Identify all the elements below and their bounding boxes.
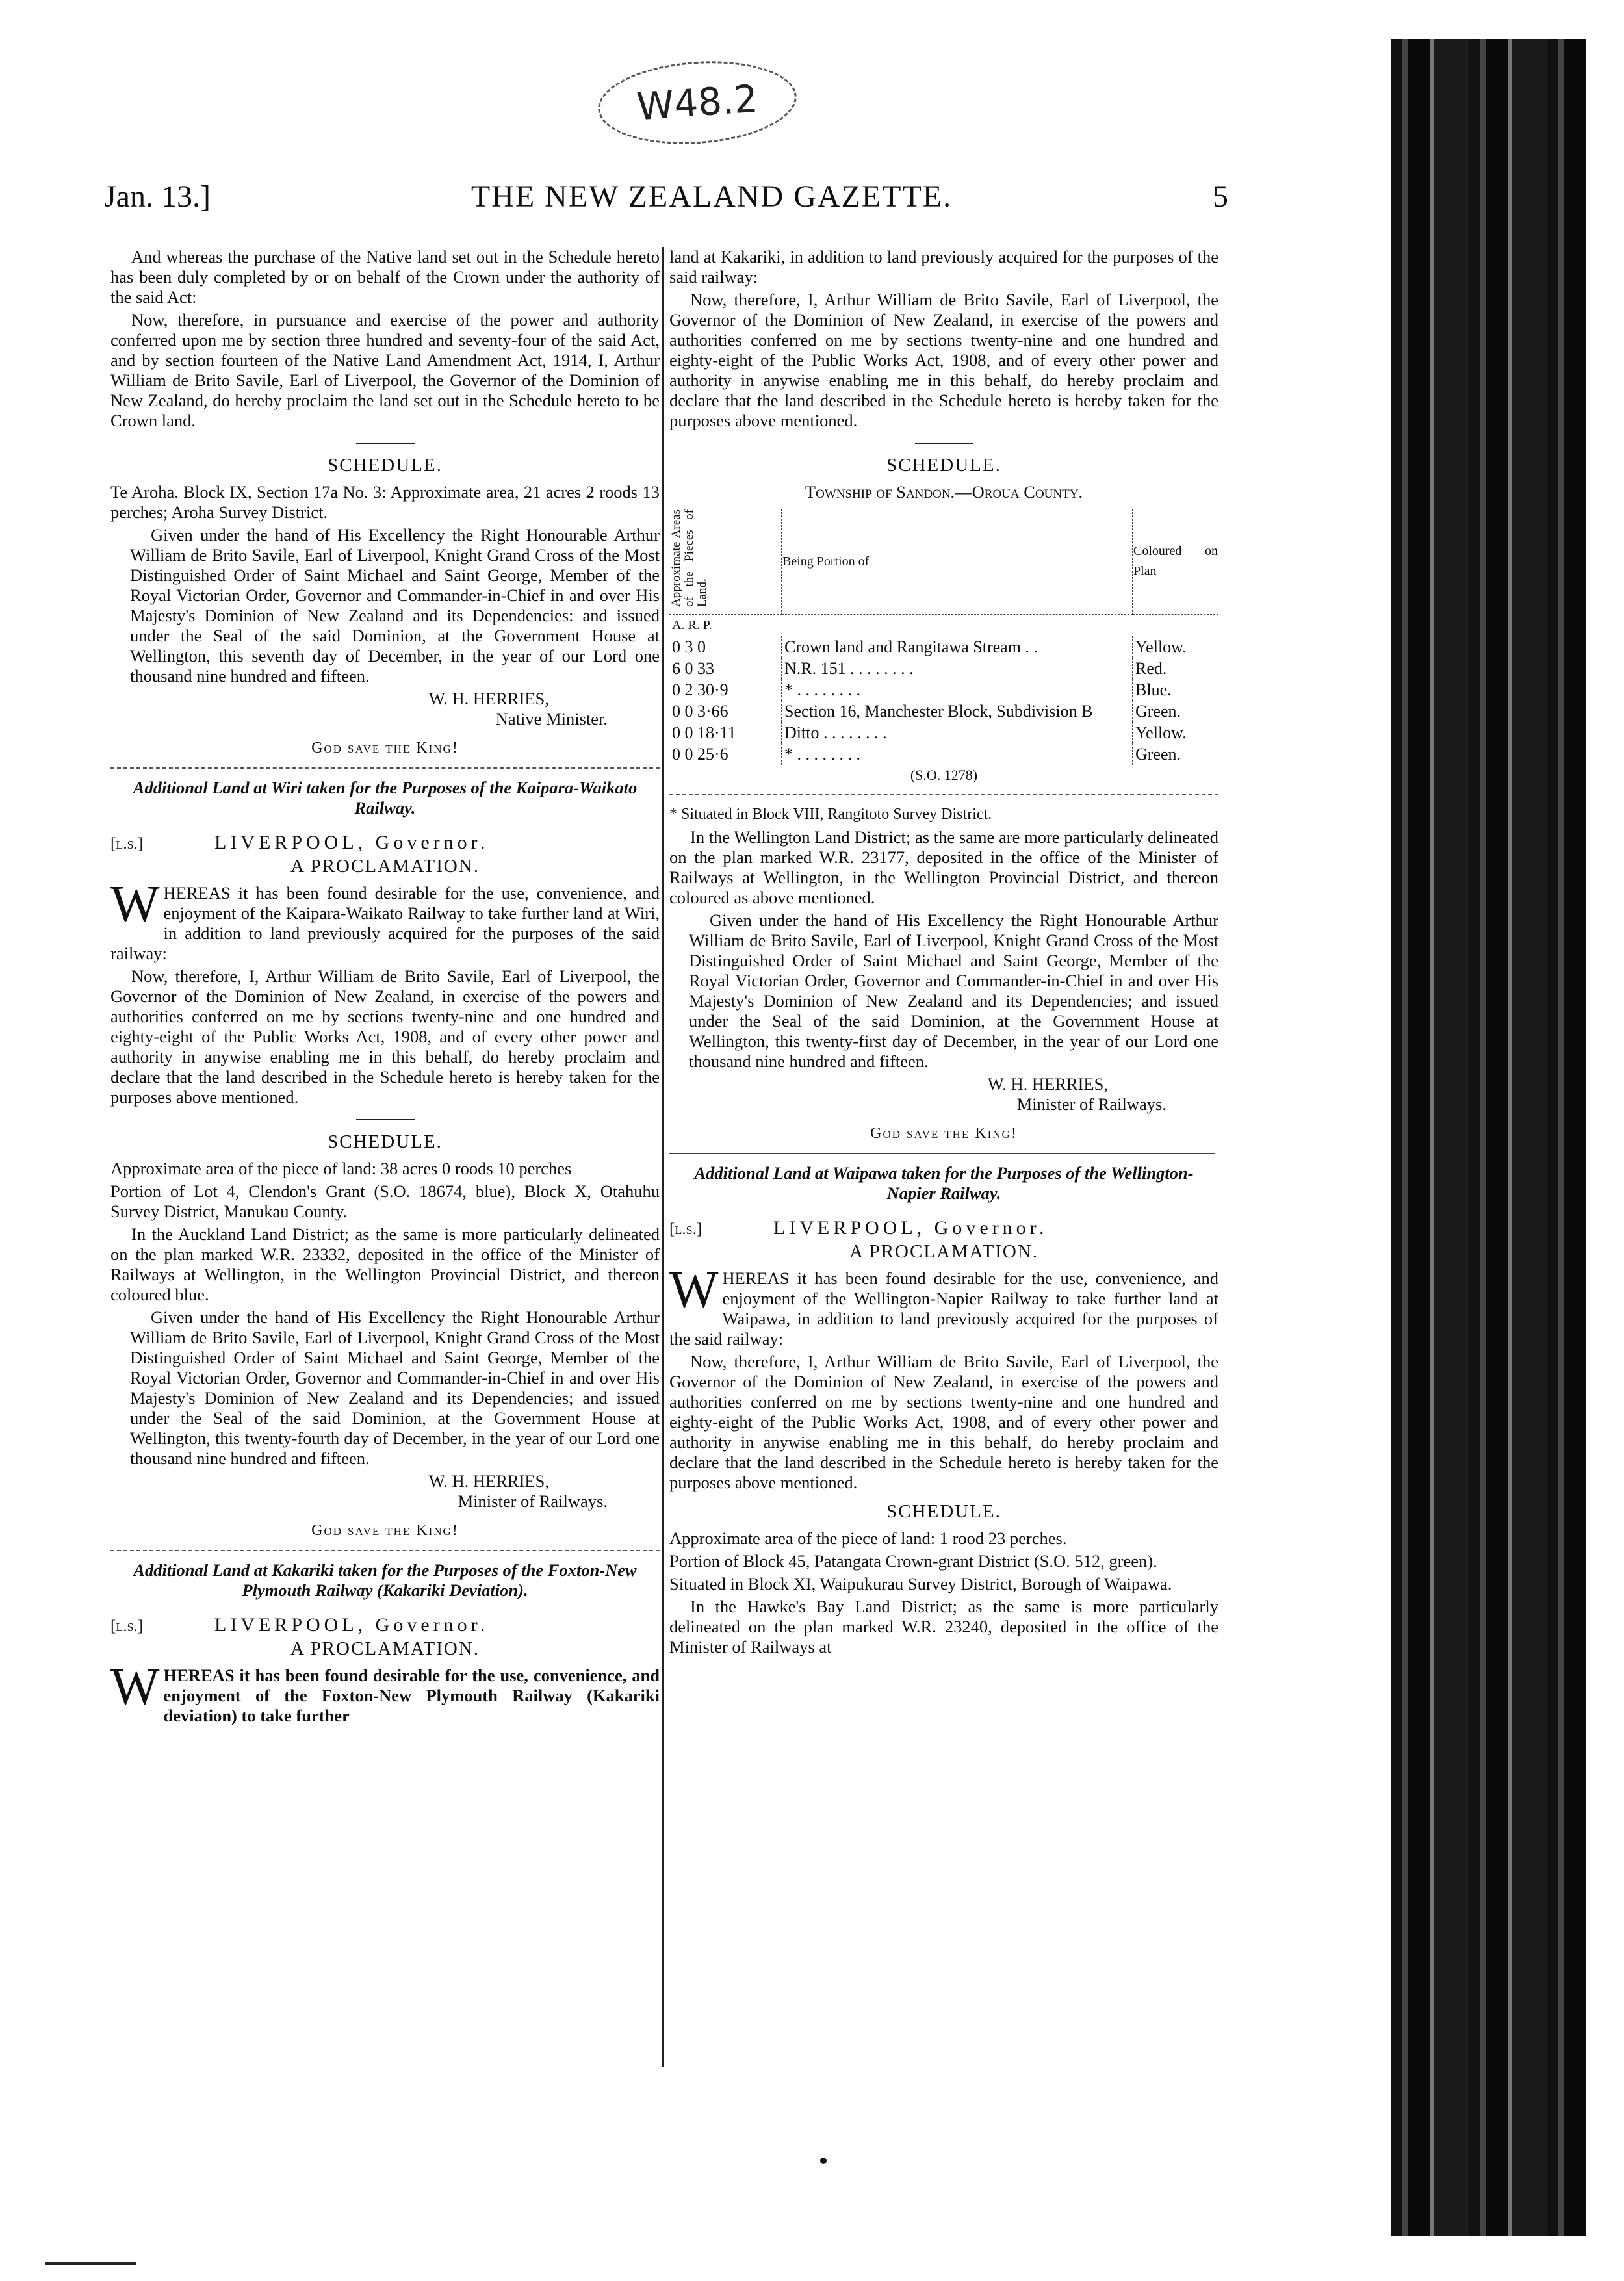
signatory-title: Minister of Railways. — [1016, 1094, 1166, 1114]
table-cell-portion: Section 16, Manchester Block, Subdivision B — [782, 701, 1133, 722]
divider — [356, 443, 415, 444]
notice-heading: Additional Land at Waipawa taken for the Purposes of the Wellington-Napier Railway. — [694, 1163, 1194, 1203]
table-cell-area: 0 3 0 — [669, 636, 782, 658]
scan-edge-artifact — [1391, 39, 1586, 2236]
governor-name: LIVERPOOL, Governor. — [214, 832, 489, 853]
drop-cap: W — [110, 876, 160, 933]
table-cell-area: 0 2 30·9 — [669, 679, 782, 701]
signatory-name: W. H. HERRIES, — [987, 1074, 1108, 1094]
schedule-area: Approximate area of the piece of land: 1 rood 23 perches. — [669, 1528, 1067, 1548]
divider — [669, 794, 1218, 795]
schedule-heading: SCHEDULE. — [328, 1131, 443, 1152]
schedule-table — [669, 509, 1218, 765]
table-row — [669, 636, 1218, 658]
table-cell-colour: Blue. — [1135, 680, 1172, 699]
signatory-title: Native Minister. — [495, 709, 608, 728]
paragraph: In the Hawke's Bay Land District; as the same is more particularly delineated on the plan marked W.R. 23240, deposited in the office of the Minister of Railways at — [669, 1597, 1218, 1656]
gazette-title: THE NEW ZEALAND GAZETTE. — [470, 179, 953, 214]
header-date: Jan. 13.] — [104, 179, 211, 214]
table-row — [669, 658, 1218, 679]
schedule-area: Approximate area of the piece of land: 38 acres 0 roods 10 perches — [110, 1159, 572, 1178]
ink-dot — [820, 2158, 827, 2164]
governor-name: LIVERPOOL, Governor. — [773, 1217, 1048, 1239]
paragraph — [110, 1658, 660, 1726]
column-header-colour: Coloured on Plan — [1133, 509, 1219, 615]
table-row — [669, 679, 1218, 701]
governor-name: LIVERPOOL, Governor. — [214, 1614, 489, 1636]
table-cell-portion: * . . . . . . . . — [782, 679, 1133, 701]
given-under-hand: Given under the hand of His Excellency the Right Honourable Arthur William de Brito Savile, Earl of Liverpool, Knight Grand Cross of the Most Distinguished Order of Saint Michael and Saint George, Member of the Royal Victorian Order, Governor and Commander-in-Chief in and over His Majesty's Dominion of New Zealand and its Dependencies; and issued under the Seal of the said Dominion, at the Government House at Wellington, this twenty-first day of December, in the year of our Lord one thousand nine hundred and fifteen. — [689, 910, 1218, 1071]
god-save-the-king: God save the King! — [311, 1522, 459, 1539]
paragraph: Now, therefore, I, Arthur William de Brito Savile, Earl of Liverpool, the Governor of the Dominion of New Zealand, in exercise of the powers and authorities conferred on me by sections twenty-nine and one hundred and eighty-eight of the Public Works Act, 1908, and of every other power and authority in anywise enabling me in this behalf, do hereby proclaim and declare that the land described in the Schedule hereto is hereby taken for the purposes above mentioned. — [669, 1352, 1218, 1492]
table-cell-area: 0 0 3·66 — [669, 701, 782, 722]
table-cell-colour: Yellow. — [1135, 723, 1187, 742]
paragraph: Now, therefore, in pursuance and exercise of the power and authority conferred upon me by section three hundred and seventy-four of the said Act, and by section fourteen of the Native Land Amendment Act, 1914, I, Arthur William de Brito Savile, Earl of Liverpool, the Governor of the Dominion of New Zealand, do hereby proclaim the land set out in the Schedule hereto to be Crown land. — [110, 310, 660, 430]
drop-cap: W — [669, 1261, 719, 1319]
column-header-area-text: Approximate Areas of the Pieces of Land. — [669, 509, 709, 607]
divider — [915, 443, 973, 444]
table-row — [669, 743, 1218, 765]
divider — [356, 1119, 415, 1120]
signatory-name: W. H. HERRIES, — [428, 1471, 549, 1491]
paragraph — [110, 876, 660, 964]
given-under-hand: Given under the hand of His Excellency the Right Honourable Arthur William de Brito Savile, Earl of Liverpool, Knight Grand Cross of the Most Distinguished Order of Saint Michael and Saint George, Member of the Royal Victorian Order, Governor and Commander-in-Chief in and over His Majesty's Dominion of New Zealand and its Dependencies; and issued under the Seal of the said Dominion, at the Government House at Wellington, this twenty-fourth day of December, in the year of our Lord one thousand nine hundred and fifteen. — [130, 1308, 660, 1468]
township-heading: Township of Sandon.—Oroua County. — [805, 482, 1083, 502]
schedule-heading: SCHEDULE. — [328, 455, 443, 476]
column-divider — [662, 247, 664, 2067]
given-under-hand: Given under the hand of His Excellency the Right Honourable Arthur William de Brito Savile, Earl of Liverpool, Knight Grand Cross of the Most Distinguished Order of Saint Michael and Saint George, Member of the Royal Victorian Order, Governor and Commander-in-Chief in and over His Majesty's Dominion of New Zealand and its Dependencies: and issued under the Seal of the said Dominion, at the Government House at Wellington, this seventh day of December, in the year of our Lord one thousand nine hundred and fifteen. — [130, 525, 660, 686]
seal-mark: [l.s.] — [110, 835, 144, 853]
paragraph — [669, 1261, 1218, 1349]
schedule-portion: Portion of Lot 4, Clendon's Grant (S.O. 18674, blue), Block X, Otahuhu Survey District, Manukau County. — [110, 1181, 660, 1221]
paragraph-text: HEREAS it has been found desirable for the use, convenience, and enjoyment of the Foxton-New Plymouth Railway (Kakariki deviation) to take further — [163, 1666, 660, 1725]
god-save-the-king: God save the King! — [311, 740, 459, 756]
proclamation-heading: A PROCLAMATION. — [290, 856, 480, 877]
governor-line — [110, 832, 660, 854]
governor-line — [110, 1615, 660, 1636]
paragraph-text: HEREAS it has been found desirable for the use, convenience, and enjoyment of the Kaipara-Waikato Railway to take further land at Wiri, in addition to land previously acquired for the purposes of the said railway: — [110, 883, 660, 963]
paragraph-text: HEREAS it has been found desirable for the use, convenience, and enjoyment of the Wellington-Napier Railway to take further land at Waipawa, in addition to land previously acquired for the purposes of the said railway: — [669, 1269, 1218, 1348]
paragraph: Now, therefore, I, Arthur William de Brito Savile, Earl of Liverpool, the Governor of the Dominion of New Zealand, in exercise of the powers and authorities conferred on me by sections twenty-nine and one hundred and eighty-eight of the Public Works Act, 1908, and of every other power and authority in anywise enabling me in this behalf, do hereby proclaim and declare that the land described in the Schedule hereto is hereby taken for the purposes above mentioned. — [110, 966, 660, 1107]
table-cell-area: 0 0 25·6 — [669, 743, 782, 765]
scan-mark — [45, 2236, 136, 2265]
page-number: 5 — [1213, 179, 1228, 214]
table-cell-area: 6 0 33 — [669, 658, 782, 679]
divider — [110, 767, 660, 769]
handwritten-reference — [595, 55, 799, 150]
left-column — [110, 247, 660, 1729]
table-cell-portion: N.R. 151 . . . . . . . . — [782, 658, 1133, 679]
column-header-area — [669, 509, 782, 615]
seal-mark: [l.s.] — [110, 1617, 144, 1635]
seal-mark: [l.s.] — [669, 1220, 702, 1238]
schedule-heading: SCHEDULE. — [886, 455, 1001, 476]
table-cell-portion: Crown land and Rangitawa Stream . . — [782, 636, 1133, 658]
divider — [669, 1153, 1215, 1154]
notice-heading: Additional Land at Kakariki taken for the Purposes of the Foxton-New Plymouth Railway (Kakariki Deviation). — [133, 1560, 637, 1600]
column-header-portion: Being Portion of — [782, 509, 1133, 615]
schedule-text: Te Aroha. Block IX, Section 17a No. 3: Approximate area, 21 acres 2 roods 13 perches; Aroha Survey District. — [110, 482, 660, 522]
drop-cap: W — [110, 1658, 160, 1716]
paragraph: And whereas the purchase of the Native land set out in the Schedule hereto has been duly completed by or on behalf of the Crown under the authority of the said Act: — [110, 247, 660, 307]
paragraph: land at Kakariki, in addition to land previously acquired for the purposes of the said railway: — [669, 247, 1218, 287]
god-save-the-king: God save the King! — [870, 1125, 1018, 1142]
schedule-situated: Situated in Block XI, Waipukurau Survey District, Borough of Waipawa. — [669, 1574, 1172, 1593]
table-cell-colour: Yellow. — [1135, 638, 1187, 656]
survey-office-ref: (S.O. 1278) — [910, 767, 978, 783]
page-header — [104, 179, 1228, 231]
units-row: A. R. P. — [672, 618, 712, 632]
governor-line — [669, 1218, 1218, 1239]
proclamation-heading: A PROCLAMATION. — [849, 1241, 1039, 1262]
table-cell-portion: * . . . . . . . . — [782, 743, 1133, 765]
notice-heading: Additional Land at Wiri taken for the Purposes of the Kaipara-Waikato Railway. — [133, 778, 638, 818]
signatory-name: W. H. HERRIES, — [428, 689, 549, 708]
signatory-title: Minister of Railways. — [458, 1491, 608, 1511]
table-row — [669, 722, 1218, 743]
table-cell-colour: Red. — [1135, 659, 1167, 678]
proclamation-heading: A PROCLAMATION. — [290, 1638, 480, 1659]
paragraph: In the Wellington Land District; as the same are more particularly delineated on the plan marked W.R. 23177, deposited in the office of the Minister of Railways at Wellington, in the Wellington Provincial District, and thereon coloured as above mentioned. — [669, 827, 1218, 907]
right-column — [669, 247, 1218, 1660]
table-cell-colour: Green. — [1135, 745, 1181, 764]
paragraph: Now, therefore, I, Arthur William de Brito Savile, Earl of Liverpool, the Governor of the Dominion of New Zealand, in exercise of the powers and authorities conferred on me by sections twenty-nine and one hundred and eighty-eight of the Public Works Act, 1908, and of every other power and authority in anywise enabling me in this behalf, do hereby proclaim and declare that the land described in the Schedule hereto is hereby taken for the purposes above mentioned. — [669, 290, 1218, 430]
table-cell-portion: Ditto . . . . . . . . — [782, 722, 1133, 743]
table-row — [669, 701, 1218, 722]
footnote: * Situated in Block VIII, Rangitoto Survey District. — [669, 806, 992, 823]
handwritten-reference-text: W48.2 — [635, 76, 760, 129]
schedule-portion: Portion of Block 45, Patangata Crown-grant District (S.O. 512, green). — [669, 1551, 1157, 1571]
divider — [110, 1550, 660, 1551]
paragraph: In the Auckland Land District; as the same is more particularly delineated on the plan marked W.R. 23332, deposited in the office of the Minister of Railways at Wellington, in the Wellington Provincial District, and thereon coloured blue. — [110, 1224, 660, 1304]
table-cell-colour: Green. — [1135, 702, 1181, 721]
schedule-heading: SCHEDULE. — [886, 1501, 1001, 1522]
table-cell-area: 0 0 18·11 — [669, 722, 782, 743]
